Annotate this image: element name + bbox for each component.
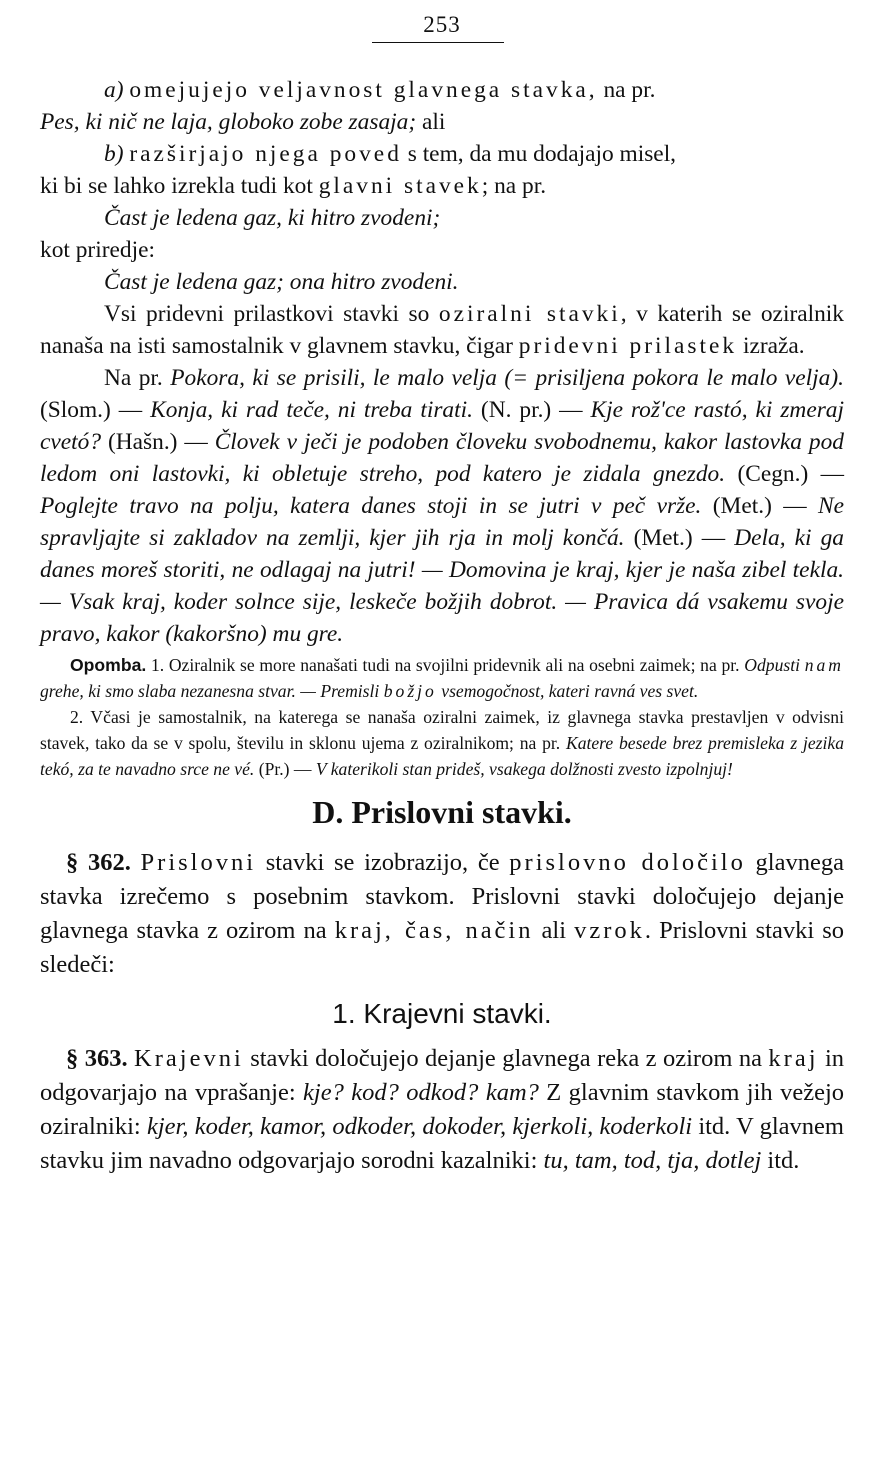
italic-text: Konja, ki rad teče, ni treba tirati.: [150, 397, 473, 423]
plain-text: , v katerih se oziralnik nanaša na isti samostalnik v glavnem stavku, čigar: [40, 301, 844, 359]
plain-text: stavki določujejo dejanje glavnega reka z ozirom na: [243, 1045, 769, 1072]
spaced-text: omejujejo veljavnost glavnega stavka,: [129, 77, 598, 103]
paragraph-362: [40, 846, 844, 982]
plain-text: (Met.) —: [624, 525, 735, 551]
plain-text: ki bi se lahko izrekla tudi kot: [40, 173, 319, 199]
plain-text: . Prislovni stavki so sledeči:: [40, 917, 844, 978]
italic-spaced-text: nam: [804, 655, 844, 675]
section-number: § 363.: [66, 1045, 128, 1072]
example-line: [40, 106, 844, 138]
italic-text: V katerikoli stan prideš, vsakega dolžnosti zvesto izpolnjuj!: [315, 759, 733, 779]
spaced-text: Krajevni: [134, 1045, 244, 1072]
plain-text: ali: [416, 109, 446, 135]
italic-text: tu, tam, tod, tja, dotlej: [543, 1147, 762, 1174]
paragraph-363: [40, 1042, 844, 1178]
plain-text: s tem, da mu dodajajo misel,: [401, 141, 677, 167]
plain-text: stavki se izobrazijo, če: [256, 849, 510, 876]
example-line: [40, 266, 844, 298]
plain-text: Na pr.: [104, 365, 171, 391]
plain-text: na pr.: [597, 77, 656, 103]
spaced-text: glavni stavek: [318, 173, 482, 199]
spaced-text: oziralni stavki: [438, 301, 621, 327]
plain-text: (N. pr.) —: [472, 397, 591, 423]
italic-text: Odpusti: [744, 655, 805, 675]
spaced-text: kraj: [768, 1045, 819, 1072]
italic-text: Poglejte travo na polju, katera danes stoji in se jutri v peč vrže.: [40, 493, 702, 519]
subsection-heading: 1. Krajevni stavki.: [332, 998, 552, 1029]
italic-text: vsemogočnost, kateri ravná ves svet.: [436, 681, 699, 701]
example-line: [40, 202, 844, 234]
italic-spaced-text: božjo: [383, 681, 437, 701]
plain-text: itd.: [761, 1147, 800, 1174]
example-text: Čast je ledena gaz; ona hitro zvodeni.: [104, 269, 459, 295]
plain-text: 1. Oziralnik se more nanašati tudi na svojilni pridevnik ali na osebni zaimek; na pr.: [146, 655, 745, 675]
plain-text: itd. V glavnem stavku jim navadno odgovarjajo sorodni kazalniki:: [40, 1113, 844, 1174]
spaced-text: vzrok: [574, 917, 645, 944]
page-body: [40, 74, 844, 1178]
paragraph-relative-clauses: [40, 298, 844, 362]
spaced-text: razširjajo njega poved: [129, 141, 402, 167]
note-1: [40, 652, 844, 704]
italic-text: Dela, ki ga danes moreš storiti, ne odlagaj na jutri! — Domovina je kraj, kjer je naša zibel tekla. — Vsak kraj, koder solnce sije, leskeče božjih dobrot. — Pravica dá vsakemu svoje pravo, kakor (kakoršno) mu gre.: [40, 525, 844, 647]
plain-text: 2. Včasi je samostalnik, na katerega se nanaša oziralni zaimek, iz glavnega stavka prestavljen v odvisni stavek, tako da se v spolu, številu in sklonu ujema z oziralnikom; na pr.: [40, 707, 844, 753]
plain-text: glavnega stavka izrečemo s posebnim stavkom. Prislovni stavki določujejo dejanje glavnega stavka z ozirom na: [40, 849, 844, 944]
label-b: b): [104, 141, 124, 167]
plain-text: Z glavnim stavkom jih vežejo oziralniki:: [40, 1079, 844, 1140]
plain-text: Vsi pridevni prilastkovi stavki so: [104, 301, 439, 327]
plain-text: ali: [533, 917, 575, 944]
plain-text: in odgovarjajo na vprašanje:: [40, 1045, 845, 1106]
line-continuation: [40, 170, 844, 202]
note-label: Opomba.: [70, 655, 147, 675]
section-heading: D. Prislovni stavki.: [312, 794, 572, 830]
italic-text: grehe, ki smo slaba nezanesna stvar. — Premisli: [40, 681, 384, 701]
plain-text: (Hašn.) —: [101, 429, 215, 455]
line-a: [40, 74, 844, 106]
italic-text: Katere besede brez premisleka z jezika tekó, za te navadno srce ne vé.: [40, 733, 844, 779]
header-rule: [372, 42, 504, 43]
page-number: 253: [423, 12, 461, 37]
spaced-text: prislovno določilo: [509, 849, 746, 876]
italic-text: Kje rož'ce rastó, ki zmeraj cvetó?: [40, 397, 844, 455]
italic-text: Človek v ječi je podoben človeku svobodnemu, kakor lastovka pod ledom oni lastovki, ki obletuje streho, pod katero je zidala gnezdo.: [40, 429, 844, 487]
plain-text: izraža.: [737, 333, 805, 359]
plain-text: (Cegn.) —: [725, 461, 845, 487]
section-number: § 362.: [66, 849, 131, 876]
plain-text: (Pr.) —: [254, 759, 316, 779]
italic-text: kje? kod? odkod? kam?: [303, 1079, 539, 1106]
label-a: a): [104, 77, 124, 103]
spaced-text: kraj, čas, način: [334, 917, 534, 944]
plain-text: ; na pr.: [481, 173, 547, 199]
plain-text: [131, 849, 141, 876]
notes-block: [40, 652, 844, 782]
plain-text: (Met.) —: [701, 493, 819, 519]
spaced-text: Prislovni: [140, 849, 257, 876]
paragraph-examples: [40, 362, 844, 650]
plain-text: (Slom.) —: [40, 397, 151, 423]
plain-line: [40, 234, 844, 266]
italic-text: Pokora, ki se prisili, le malo velja (= prisiljena pokora le malo velja).: [170, 365, 844, 391]
italic-text: kjer, koder, kamor, odkoder, dokoder, kjerkoli, koderkoli: [146, 1113, 693, 1140]
italic-text: Ne spravljajte si zakladov na zemlji, kjer jih rja in molj končá.: [40, 493, 844, 551]
example-text: Pes, ki nič ne laja, globoko zobe zasaja;: [40, 109, 417, 135]
spaced-text: pridevni prilastek: [518, 333, 738, 359]
example-text: Čast je ledena gaz, ki hitro zvodeni;: [104, 205, 441, 231]
line-b: [40, 138, 844, 170]
plain-text: kot priredje:: [40, 237, 155, 263]
note-2: [40, 704, 844, 782]
